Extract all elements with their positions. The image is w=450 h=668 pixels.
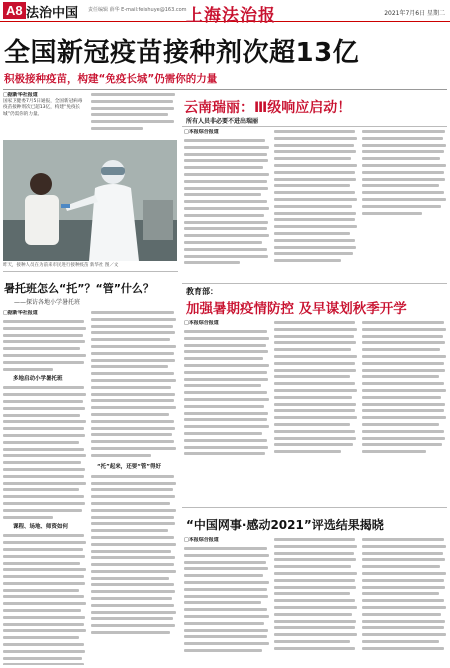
summer-col1 [3,310,87,665]
network-col2 [274,538,358,665]
divider [182,126,447,127]
summer-byline: □据新华社报道 [3,310,38,316]
yunnan-col2 [274,130,358,281]
main-headline: 全国新冠疫苗接种剂次超13亿 [4,38,360,68]
summer-col2 [91,311,177,665]
photo-caption: 昨天，接种人员在为前来市民进行接种疫苗 新华社 图／文 [3,263,119,268]
education-kicker: 教育部： [186,287,218,296]
masthead [0,0,450,26]
education-byline: □本报综合报道 [184,320,219,326]
network-col3 [362,538,447,665]
page-number: A8 [3,2,26,19]
editor-info: 责任编辑 薛华 E-mail:feishuye@163.com [88,7,187,13]
divider [3,271,178,272]
summer-subheadline: ——探访各地小学暑托班 [14,299,81,306]
divider [3,89,447,90]
vaccination-photo [3,140,177,261]
summer-subhead-3: “托”起来，还要“管”得好 [97,463,161,470]
education-headline: 加强暑期疫情防控 及早谋划秋季开学 [186,301,407,317]
yunnan-subheadline: 所有人员非必要不进出瑞丽 [186,118,259,125]
education-col1 [184,320,270,470]
vaccination-scene-illustration [3,140,177,261]
summer-headline: 暑托班怎么“托”？“管”什么？ [4,282,154,295]
main-subheadline: 积极接种疫苗，构建“免疫长城”仍需你的力量 [4,73,218,85]
summer-subhead-2: 课程、场地、师资如何 [13,524,69,531]
education-col3 [362,321,447,470]
network-byline: □本报综合报道 [184,537,219,543]
vaccine-story-col1 [3,92,86,138]
summer-subhead-1: 多地启动小学暑托班 [13,376,63,383]
vaccine-story-col2 [91,93,177,138]
yunnan-byline: □本报综合报道 [184,129,219,135]
yunnan-col1 [184,129,270,281]
divider [182,507,447,508]
issue-date: 2021年7月6日 星期二 [384,10,445,17]
newspaper-logo: 上海法治报 [186,6,276,26]
vaccine-byline: □据新华社报道 [3,92,38,98]
network-col1 [184,537,270,665]
yunnan-headline: 云南瑞丽：Ⅲ级响应启动！ [184,100,352,116]
section-name: 法治中国 [26,6,79,21]
divider [182,283,447,284]
education-col2 [274,321,358,470]
network-headline: “中国网事·感动2021”评选结果揭晓 [186,518,384,532]
vaccine-lead: 国家卫健委7月5日通报，全国新冠病毒疫苗接种剂次已超13亿，构建“免疫长城”仍需你的力量。 [3,99,83,117]
yunnan-col3 [362,130,447,281]
